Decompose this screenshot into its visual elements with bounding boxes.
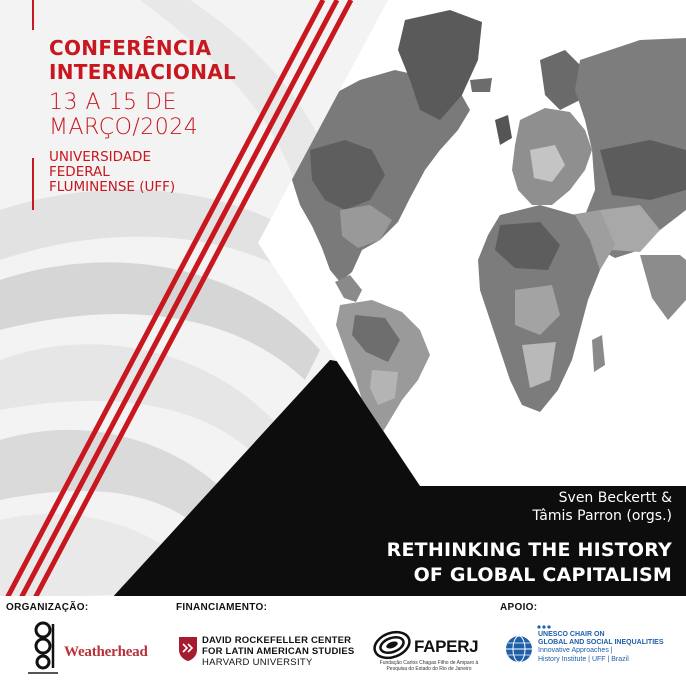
- conference-title-line1: CONFERÊNCIA: [49, 36, 212, 60]
- faperj-logo: [372, 630, 412, 660]
- weatherhead-logo: Weatherhead: [64, 644, 148, 660]
- harvard-shield-logo: [178, 636, 198, 662]
- drclas-line1: DAVID ROCKEFELLER CENTER: [202, 635, 352, 646]
- unesco-dots-icon: [536, 624, 552, 630]
- university-line3: FLUMINENSE (UFF): [49, 179, 176, 195]
- faperj-name: FAPERJ: [414, 637, 479, 656]
- unesco-globe-logo: [504, 634, 534, 664]
- apoio-label: APOIO:: [500, 602, 538, 613]
- organizacao-label: ORGANIZAÇÃO:: [6, 602, 89, 613]
- unesco-line1: UNESCO CHAIR ON: [538, 631, 605, 638]
- conference-dates: [49, 90, 289, 140]
- drclas-line3: HARVARD UNIVERSITY: [202, 657, 313, 668]
- financiamento-label: FINANCIAMENTO:: [176, 602, 268, 613]
- conference-university: [49, 150, 289, 195]
- conference-title-line2: INTERNACIONAL: [49, 60, 237, 84]
- authors-line2: Tâmis Parron (orgs.): [532, 508, 672, 524]
- sponsor-footer: [0, 596, 686, 686]
- university-line1: UNIVERSIDADE: [49, 149, 151, 165]
- authors-line1: Sven Beckertt &: [558, 490, 672, 506]
- book-title-line1: RETHINKING THE HISTORY: [386, 539, 672, 561]
- conference-title: [49, 36, 289, 84]
- faperj-subtitle: Fundação Carlos Chagas Filho de Amparo à Pesquisa do Estado do Rio de Janeiro: [379, 660, 479, 672]
- book-title: [387, 538, 672, 588]
- unesco-line2: GLOBAL AND SOCIAL INEQUALITIES: [538, 639, 664, 647]
- unesco-line4: History Institute | UFF | Brazil: [538, 655, 629, 663]
- unesco-chair-text: [538, 631, 678, 664]
- drclas-line2: FOR LATIN AMERICAN STUDIES: [202, 646, 355, 657]
- conference-info: [49, 36, 289, 195]
- conference-dates-line1: 13 A 15 DE: [49, 90, 177, 115]
- book-title-line2: OF GLOBAL CAPITALISM: [413, 564, 672, 586]
- drclas-logo-text: [202, 635, 372, 668]
- ceps-logo: [26, 618, 60, 678]
- university-line2: FEDERAL: [49, 164, 110, 180]
- conference-dates-line2: MARÇO/2024: [49, 115, 199, 140]
- book-authors: [532, 489, 672, 525]
- unesco-line3: Innovative Approaches |: [538, 647, 613, 655]
